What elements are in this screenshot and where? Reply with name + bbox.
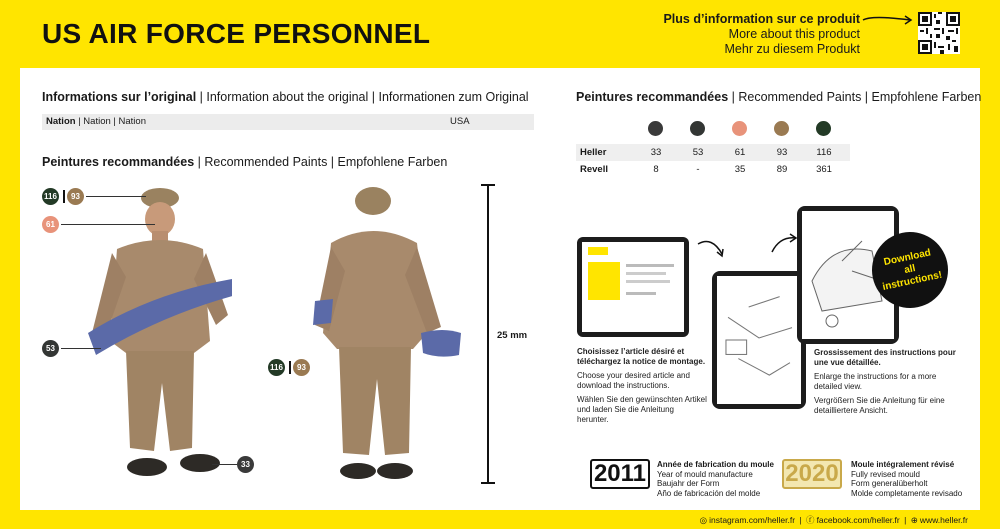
paint-swatch bbox=[648, 121, 663, 136]
paints-left-heading-rest: | Recommended Paints | Empfohlene Farben bbox=[194, 155, 448, 169]
paints-left-heading-fr: Peintures recommandées bbox=[42, 155, 195, 169]
paint-badge-33-boots: 33 bbox=[237, 456, 254, 473]
paint-code: 89 bbox=[776, 164, 788, 175]
revised-fr: Moule intégralement révisé bbox=[851, 460, 955, 469]
paint-badge-53-bag: 53 bbox=[42, 340, 59, 357]
more-info-de[interactable]: Mehr zu diesem Produkt bbox=[724, 42, 860, 56]
facebook-icon: ⓕ bbox=[806, 515, 815, 525]
paint-code: 116 bbox=[816, 147, 832, 158]
leader-line bbox=[86, 196, 146, 197]
divider: | bbox=[799, 515, 802, 525]
mould-es: Año de fabricación del molde bbox=[657, 488, 761, 498]
main-panel bbox=[20, 68, 980, 510]
more-info-block[interactable] bbox=[663, 12, 860, 57]
revised-year-badge: 2020 bbox=[782, 459, 842, 489]
paint-row-revell bbox=[576, 161, 850, 178]
nation-label-rest: | Nation | Nation bbox=[75, 116, 146, 127]
paint-badge-93-cap: 93 bbox=[67, 188, 84, 205]
paint-swatch bbox=[774, 121, 789, 136]
nation-label-bold: Nation bbox=[46, 116, 76, 127]
revised-en: Fully revised mould bbox=[851, 469, 920, 479]
step-2-fr: Grossissement des instructions pour une vue détaillée. bbox=[814, 348, 956, 367]
dimension-label: 25 mm bbox=[497, 330, 528, 341]
paint-swatch bbox=[690, 121, 705, 136]
original-info-heading bbox=[42, 90, 529, 104]
step-1-en: Choose your desired article and download the instructions. bbox=[577, 371, 690, 390]
step-2-text bbox=[814, 348, 956, 420]
figure-front-image bbox=[82, 183, 232, 483]
revised-year-text bbox=[851, 460, 979, 498]
instagram-link[interactable]: instagram.com/heller.fr bbox=[709, 515, 796, 525]
instagram-icon: ◎ bbox=[699, 515, 708, 525]
figure-back-image bbox=[313, 183, 463, 483]
mould-en: Year of mould manufacture bbox=[657, 469, 753, 479]
step-2-en: Enlarge the instructions for a more detailed view. bbox=[814, 372, 937, 391]
leader-line bbox=[212, 464, 237, 465]
step-1-fr: Choisissez l’article désiré et téléchargez la notice de montage. bbox=[577, 347, 706, 366]
paint-code: 61 bbox=[734, 147, 746, 158]
revised-de: Form generalüberholt bbox=[851, 479, 928, 488]
mould-year-badge: 2011 bbox=[590, 459, 650, 489]
original-info-heading-fr: Informations sur l’original bbox=[42, 90, 197, 104]
dimension-line bbox=[487, 184, 489, 484]
paint-code: 361 bbox=[816, 164, 832, 175]
nation-label bbox=[46, 116, 146, 127]
paint-swatch bbox=[816, 121, 831, 136]
step-1-de: Wählen Sie den gewünschten Artikel und laden Sie die Anleitung herunter. bbox=[577, 395, 707, 424]
paints-right-heading-fr: Peintures recommandées bbox=[576, 90, 729, 104]
page-title: US AIR FORCE PERSONNEL bbox=[42, 18, 431, 49]
paint-code: - bbox=[696, 164, 700, 175]
paint-brand-label: Revell bbox=[580, 164, 608, 175]
paint-code: 35 bbox=[734, 164, 746, 175]
paint-badge-116-cap: 116 bbox=[42, 188, 59, 205]
facebook-link[interactable]: facebook.com/heller.fr bbox=[816, 515, 900, 525]
qr-code-icon[interactable] bbox=[918, 12, 960, 54]
badge-divider bbox=[63, 190, 65, 203]
paint-code: 33 bbox=[650, 147, 662, 158]
paint-row-heller bbox=[576, 144, 850, 161]
arrow-curve-icon bbox=[696, 236, 726, 260]
dimension-cap-bottom bbox=[481, 482, 495, 484]
download-badge-label[interactable]: Download all instructions! bbox=[881, 247, 944, 293]
original-info-heading-rest: | Information about the original | Informationen zum Original bbox=[196, 90, 529, 104]
nation-row bbox=[42, 114, 534, 130]
paint-code: 53 bbox=[692, 147, 704, 158]
paint-code: 93 bbox=[776, 147, 788, 158]
instruction-drawing-icon bbox=[717, 276, 801, 404]
arrow-right-icon bbox=[862, 14, 914, 26]
paint-badge-116-back: 116 bbox=[268, 359, 285, 376]
step-1-text bbox=[577, 347, 707, 429]
paints-right-heading bbox=[576, 90, 981, 104]
paint-code: 8 bbox=[653, 164, 659, 175]
step-2-de: Vergrößern Sie die Anleitung für eine detailliertere Ansicht. bbox=[814, 396, 945, 415]
paint-swatch bbox=[732, 121, 747, 136]
tablet-screenshot-1 bbox=[577, 237, 689, 337]
mould-year-text bbox=[657, 460, 797, 498]
revised-es: Molde completamente revisado bbox=[851, 488, 963, 498]
mould-de: Baujahr der Form bbox=[657, 479, 720, 488]
nation-value: USA bbox=[450, 116, 470, 127]
paint-badge-61-skin: 61 bbox=[42, 216, 59, 233]
more-info-en[interactable]: More about this product bbox=[728, 27, 860, 41]
paints-right-heading-rest: | Recommended Paints | Empfohlene Farben bbox=[728, 90, 982, 104]
divider: | bbox=[904, 515, 907, 525]
mould-fr: Année de fabrication du moule bbox=[657, 460, 774, 469]
paint-brand-label: Heller bbox=[580, 147, 607, 158]
footer-links bbox=[698, 514, 968, 526]
website-link[interactable]: www.heller.fr bbox=[919, 515, 968, 525]
more-info-fr[interactable]: Plus d’information sur ce produit bbox=[663, 12, 860, 26]
tablet-screenshot-2 bbox=[712, 271, 806, 409]
leader-line bbox=[61, 348, 101, 349]
badge-divider bbox=[289, 361, 291, 374]
paints-left-heading bbox=[42, 155, 447, 169]
arrow-curve-icon bbox=[770, 232, 798, 256]
leader-line bbox=[61, 224, 155, 225]
paint-badge-93-back: 93 bbox=[293, 359, 310, 376]
globe-icon: ⊕ bbox=[910, 515, 918, 525]
